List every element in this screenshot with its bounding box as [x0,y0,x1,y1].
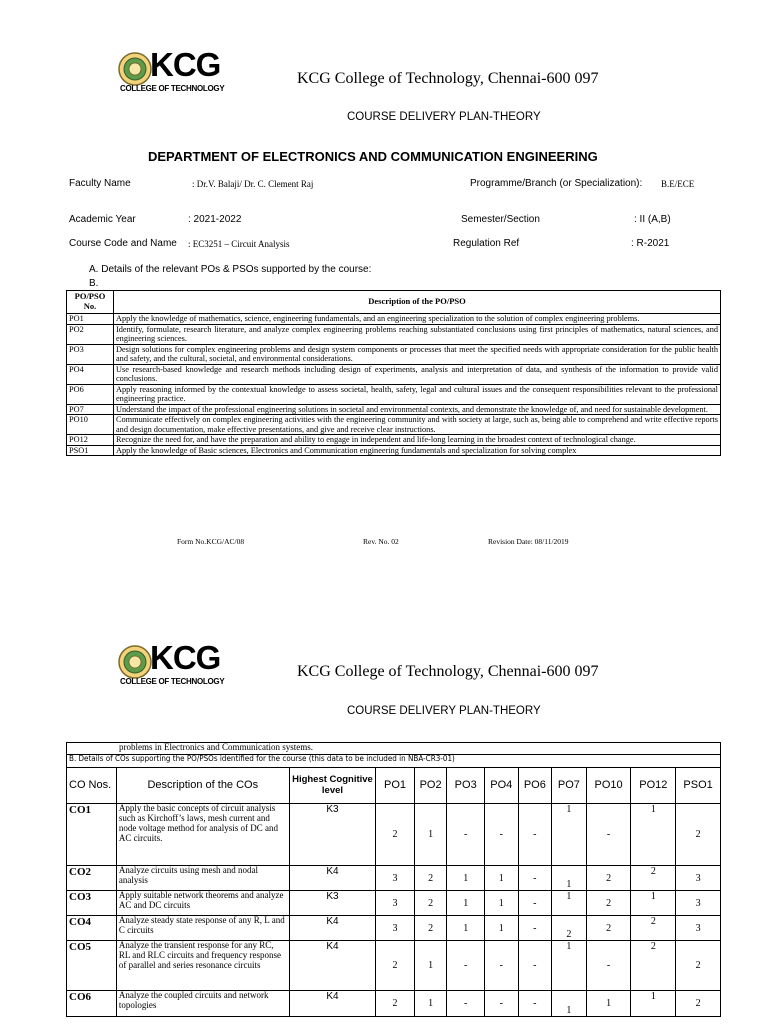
po-column-header: PO2 [414,768,447,804]
table-row [67,324,721,344]
co-po-value: 3 [376,891,415,916]
table-row [67,415,721,435]
co-po-value: 2 [414,891,447,916]
plan-title: COURSE DELIVERY PLAN-THEORY [347,111,541,123]
co-po-value: - [586,941,631,991]
programme-value: B.E/ECE [661,179,695,189]
co-po-value: - [518,941,552,991]
co-po-value: - [518,866,552,891]
co-po-value: 1 [552,991,587,1017]
co-id: CO6 [67,991,117,1017]
co-po-value: - [518,991,552,1017]
po-code: PO12 [67,435,114,446]
co-no-header: CO Nos. [67,768,117,804]
co-po-value: 2 [376,804,415,866]
po-code: PO4 [67,364,114,384]
co-desc: Analyze the coupled circuits and network topologies [116,991,289,1017]
co-table [66,742,721,1017]
po-column-header: PSO1 [676,768,721,804]
table-row [67,314,721,325]
po-desc: Communicate effectively on complex engineering activities with the engineering community and with society at large, such as, being able to comprehend and write effective reports and design documentation, make effective presentations, and give and receive clear instructions. [114,415,721,435]
co-po-value: 3 [376,866,415,891]
co-po-value: 1 [631,804,676,866]
section-b-marker: B. [89,278,99,289]
co-id: CO1 [67,804,117,866]
po-column-header: PO1 [376,768,415,804]
po-desc: Recognize the need for, and have the preparation and ability to engage in independent and life-long learning in the broadest context of technological change. [114,435,721,446]
po-desc: Use research-based knowledge and research methods including design of experiments, analysis and interpretation of data, and synthesis of the information to provide valid conclusions. [114,364,721,384]
logo-subtext: COLLEGE OF TECHNOLOGY [120,677,225,686]
co-po-value: 2 [586,891,631,916]
course-value: : EC3251 – Circuit Analysis [188,239,290,249]
co-po-value: 1 [552,866,587,891]
co-po-value: 2 [631,941,676,991]
co-po-value: 3 [376,916,415,941]
co-desc: Analyze circuits using mesh and nodal analysis [116,866,289,891]
po-code: PO1 [67,314,114,325]
co-po-value: 1 [414,941,447,991]
semester-label: Semester/Section [461,214,540,225]
programme-label: Programme/Branch (or Specialization): [470,178,643,189]
faculty-value: : Dr.V. Balaji/ Dr. C. Clement Raj [192,179,314,189]
section-b-heading: B. Details of COs supporting the PO/PSOs identified for the course (this data to be included in NBA-CR3-01) [67,755,721,768]
table-row [67,891,721,916]
table-row [67,435,721,446]
co-po-value: 2 [376,991,415,1017]
co-po-value: - [518,916,552,941]
table-row [67,804,721,866]
co-desc: Analyze steady state response of any R, L and C circuits [116,916,289,941]
form-number: Form No.KCG/AC/08 [177,537,245,546]
po-column-header: PO4 [485,768,519,804]
course-label: Course Code and Name [69,238,177,249]
co-level: K4 [289,941,375,991]
plan-title: COURSE DELIVERY PLAN-THEORY [347,705,541,717]
po-desc: Understand the impact of the professional engineering solutions in societal and environmental contexts, and demonstrate the knowledge of, and need for sustainable development. [114,404,721,415]
co-po-value: 1 [552,891,587,916]
year-label: Academic Year [69,214,136,225]
logo-subtext: COLLEGE OF TECHNOLOGY [120,84,225,93]
college-seal-icon [118,52,152,86]
table-row [67,344,721,364]
kcg-logo [118,46,225,94]
co-po-value: 2 [631,866,676,891]
co-po-value: 1 [447,916,485,941]
co-po-value: 1 [414,804,447,866]
po-column-header: PO3 [447,768,485,804]
po-desc: Apply reasoning informed by the contextual knowledge to assess societal, health, safety, legal and cultural issues and the consequent responsibilities relevant to the professional engineering practice. [114,384,721,404]
regulation-value: : R-2021 [631,238,670,249]
co-desc: Apply suitable network theorems and analyze AC and DC circuits [116,891,289,916]
department-title: DEPARTMENT OF ELECTRONICS AND COMMUNICATION ENGINEERING [148,149,598,164]
college-name: KCG College of Technology, Chennai-600 097 [297,70,599,87]
po-pso-table [66,290,721,456]
regulation-label: Regulation Ref [453,238,520,249]
co-po-value: 2 [414,916,447,941]
co-po-value: - [518,804,552,866]
college-seal-icon [118,645,152,679]
co-po-value: - [447,804,485,866]
co-po-value: 1 [414,991,447,1017]
college-name: KCG College of Technology, Chennai-600 097 [297,663,599,680]
table-row [67,364,721,384]
co-id: CO5 [67,941,117,991]
po-code: PO10 [67,415,114,435]
table-row [67,866,721,891]
co-po-value: 1 [552,941,587,991]
co-id: CO2 [67,866,117,891]
co-level: K4 [289,916,375,941]
co-po-value: 2 [376,941,415,991]
co-po-value: 1 [586,991,631,1017]
co-header-row [67,768,721,804]
co-po-value: 2 [676,941,721,991]
po-column-header: PO7 [552,768,587,804]
table-row [67,445,721,456]
co-level: K3 [289,804,375,866]
co-po-value: - [518,891,552,916]
section-a-heading: A. Details of the relevant POs & PSOs supported by the course: [89,264,372,275]
table-row [67,916,721,941]
revision-date: Revision Date: 08/11/2019 [488,537,569,546]
co-level: K4 [289,991,375,1017]
po-column-header: PO6 [518,768,552,804]
co-level: K4 [289,866,375,891]
faculty-label: Faculty Name [69,178,131,189]
po-desc: Design solutions for complex engineering problems and design system components or processes that meet the specified needs with appropriate consideration for the public health and safety, and the cultural, societal, and environmental considerations. [114,344,721,364]
revision-number: Rev. No. 02 [363,537,399,546]
co-po-value: - [485,941,519,991]
co-po-value: - [447,991,485,1017]
co-po-value: 3 [676,916,721,941]
co-level-header: Highest Cognitive level [289,768,375,804]
table-row [67,384,721,404]
co-po-value: 2 [676,804,721,866]
co-po-value: 2 [631,916,676,941]
kcg-logo [118,639,225,687]
logo-text: KCG [150,46,221,83]
co-po-value: - [485,991,519,1017]
co-po-value: 1 [485,891,519,916]
co-po-value: 2 [414,866,447,891]
co-po-value: 2 [552,916,587,941]
co-po-value: 1 [447,866,485,891]
co-po-value: - [485,804,519,866]
po-code: PSO1 [67,445,114,456]
co-desc: Analyze the transient response for any RC, RL and RLC circuits and frequency response of parallel and series resonance circuits [116,941,289,991]
co-po-value: 1 [485,916,519,941]
continued-text: problems in Electronics and Communication systems. [67,743,721,755]
co-desc-header: Description of the COs [116,768,289,804]
po-code: PO2 [67,324,114,344]
continued-row [67,743,721,755]
co-po-value: 1 [552,804,587,866]
co-po-value: 2 [586,866,631,891]
co-po-value: 1 [447,891,485,916]
po-code-header: PO/PSO No. [67,291,114,314]
table-row [67,941,721,991]
co-id: CO3 [67,891,117,916]
po-code: PO6 [67,384,114,404]
co-desc: Apply the basic concepts of circuit analysis such as Kirchoff’s laws, mesh current and node voltage method for analysis of DC and AC circuits. [116,804,289,866]
section-b-row [67,755,721,768]
table-row [67,991,721,1017]
po-desc: Apply the knowledge of mathematics, science, engineering fundamentals, and an engineering specialization to the solution of complex engineering problems. [114,314,721,325]
co-po-value: 2 [586,916,631,941]
co-po-value: - [586,804,631,866]
po-column-header: PO12 [631,768,676,804]
po-column-header: PO10 [586,768,631,804]
logo-text: KCG [150,639,221,676]
co-po-value: - [447,941,485,991]
table-row [67,404,721,415]
co-level: K3 [289,891,375,916]
co-po-value: 1 [631,991,676,1017]
co-id: CO4 [67,916,117,941]
co-po-value: 1 [485,866,519,891]
year-value: : 2021-2022 [188,214,242,225]
po-desc: Apply the knowledge of Basic sciences, Electronics and Communication engineering fundamentals and specialization for solving complex [114,445,721,456]
po-code: PO7 [67,404,114,415]
semester-value: : II (A,B) [634,214,671,225]
po-desc: Identify, formulate, research literature, and analyze complex engineering problems reaching substantiated conclusions using first principles of mathematics, natural sciences, and engineering sciences. [114,324,721,344]
po-desc-header: Description of the PO/PSO [114,291,721,314]
co-po-value: 3 [676,866,721,891]
table-header-row [67,291,721,314]
po-code: PO3 [67,344,114,364]
co-po-value: 2 [676,991,721,1017]
co-po-value: 3 [676,891,721,916]
co-po-value: 1 [631,891,676,916]
